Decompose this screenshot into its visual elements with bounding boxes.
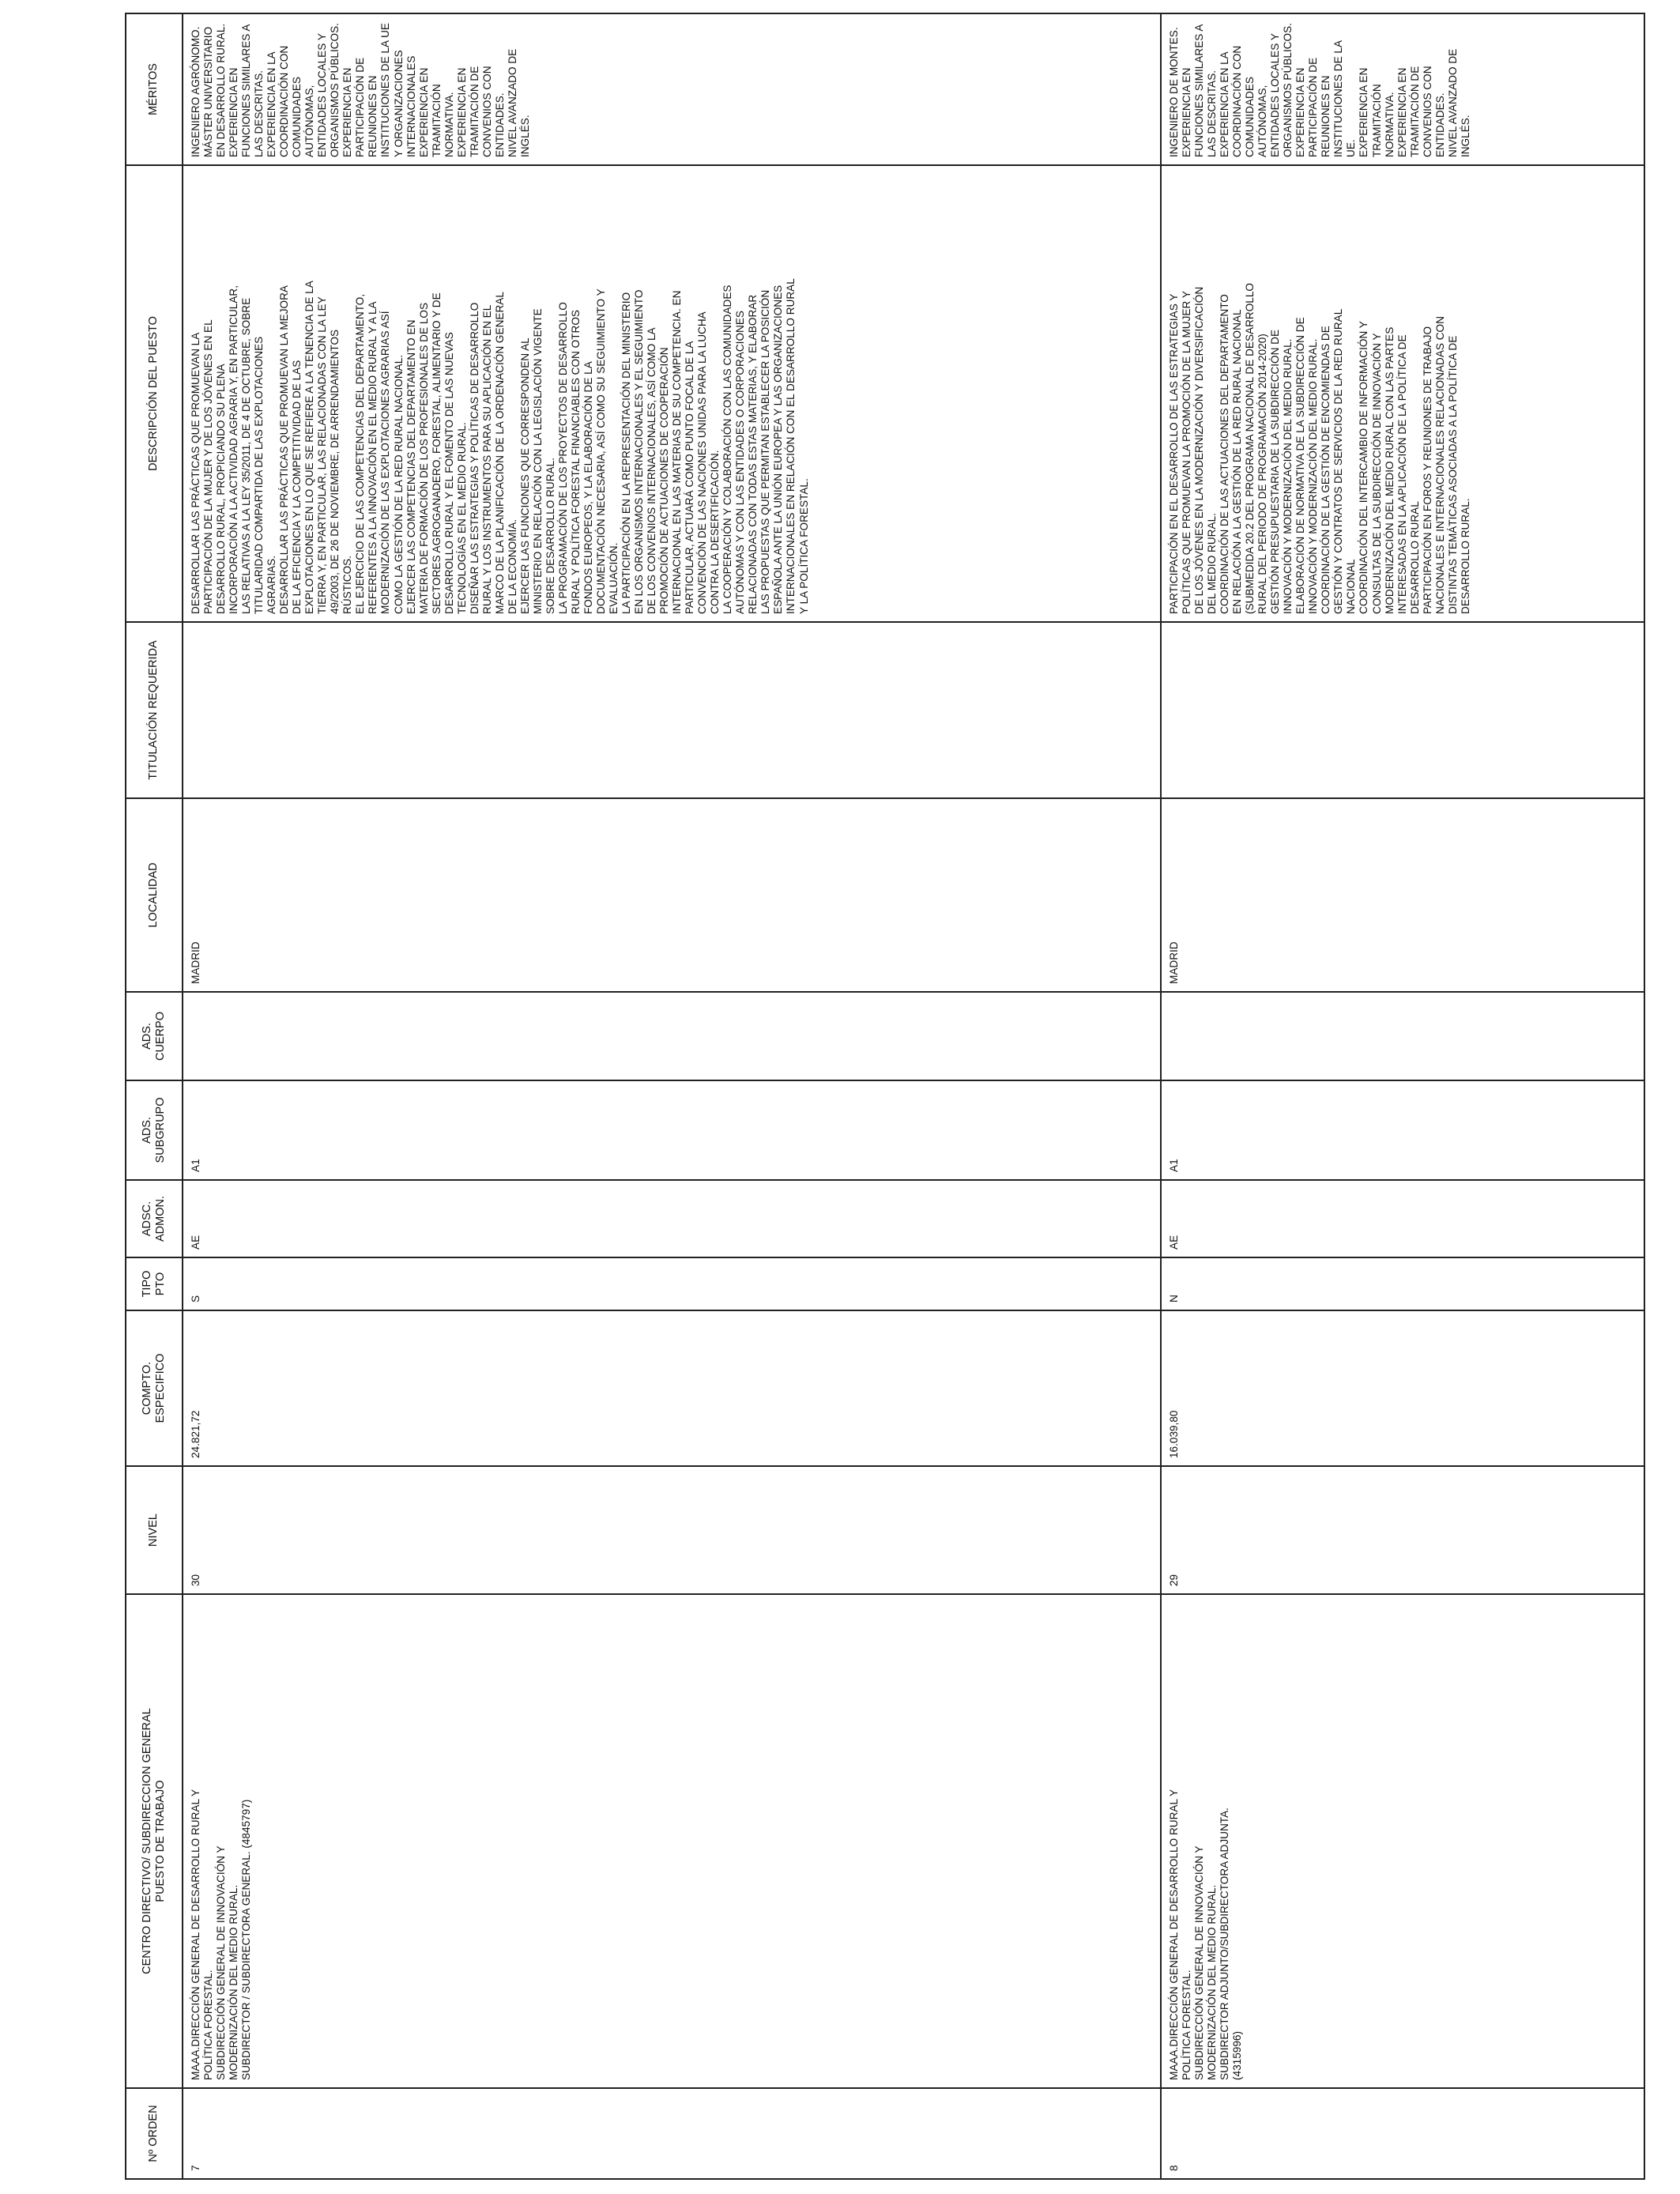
cell-subgrupo: A1: [183, 1080, 1161, 1180]
cell-tipo: S: [183, 1257, 1161, 1310]
header-nivel: NIVEL: [126, 1466, 183, 1594]
header-titulacion: TITULACIÓN REQUERIDA: [126, 622, 183, 798]
cell-tipo: N: [1161, 1257, 1644, 1310]
cell-meritos: INGENIERO AGRÓNOMO. MÁSTER UNIVERSITARIO EN DESARROLLO RURAL. EXPERIENCIA EN FUNCIONES SIMILARES A LAS DESCRITAS. EXPERIENCIA EN LA COORDINACIÓN CON COMUNIDADES AUTÓNOMAS, ENTIDADES LOCALES Y ORGANISMOS PÚBLICOS. EXPERIENCIA EN PARTICIPACIÓN DE REUNIONES EN INSTITUCIONES DE LA UE Y ORGANIZACIONES INTERNACIONALES EXPERIENCIA EN TRAMITACIÓN NORMATIVA. EXPERIENCIA EN TRAMITACIÓN DE CONVENIOS CON ENTIDADES. NIVEL AVANZADO DE INGLÉS.: [183, 13, 1161, 165]
cell-cuerpo: [1161, 992, 1644, 1080]
cell-localidad: MADRID: [1161, 798, 1644, 992]
header-adsc: ADSC. ADMON.: [126, 1180, 183, 1257]
cell-titulacion: [1161, 622, 1644, 798]
cell-centro: MAAA.DIRECCIÓN GENERAL DE DESARROLLO RURAL Y POLÍTICA FORESTAL. SUBDIRECCIÓN GENERAL DE INNOVACIÓN Y MODERNIZACIÓN DEL MEDIO RURAL. SUBDIRECTOR ADJUNTO/SUBDIRECTORA ADJUNTA. (4315996): [1161, 1594, 1644, 2088]
header-cuerpo: ADS. CUERPO: [126, 992, 183, 1080]
cell-adsc: AE: [1161, 1180, 1644, 1257]
cell-meritos: INGENIERO DE MONTES. EXPERIENCIA EN FUNCIONES SIMILARES A LAS DESCRITAS. EXPERIENCIA EN LA COORDINACIÓN CON COMUNIDADES AUTÓNOMAS, ENTIDADES LOCALES Y ORGANISMOS PÚBLICOS. EXPERIENCIA EN PARTICIPACIÓN DE REUNIONES EN INSTITUCIONES DE LA UE. EXPERIENCIA EN TRAMITACIÓN NORMATIVA. EXPERIENCIA EN TRAMITACIÓN DE CONVENIOS CON ENTIDADES. NIVEL AVANZADO DE INGLÉS.: [1161, 13, 1644, 165]
header-tipo: TIPO PTO: [126, 1257, 183, 1310]
header-meritos: MÉRITOS: [126, 13, 183, 165]
rotated-page: [125, 14, 1645, 2180]
table-row: [1161, 13, 1644, 2179]
cell-compto: 24.821,72: [183, 1310, 1161, 1466]
cell-compto: 16.039,80: [1161, 1310, 1644, 1466]
header-descripcion: DESCRIPCIÓN DEL PUESTO: [126, 165, 183, 622]
header-localidad: LOCALIDAD: [126, 798, 183, 992]
header-compto: COMPTO. ESPECIFICO: [126, 1310, 183, 1466]
header-centro: CENTRO DIRECTIVO/ SUBDIRECCION GENERAL PUESTO DE TRABAJO: [126, 1594, 183, 2088]
cell-norden: 7: [183, 2088, 1161, 2179]
cell-adsc: AE: [183, 1180, 1161, 1257]
table-row: [183, 13, 1161, 2179]
header-subgrupo: ADS. SUBGRUPO: [126, 1080, 183, 1180]
cell-subgrupo: A1: [1161, 1080, 1644, 1180]
header-row: [126, 13, 183, 2179]
cell-nivel: 30: [183, 1466, 1161, 1594]
cell-nivel: 29: [1161, 1466, 1644, 1594]
cell-localidad: MADRID: [183, 798, 1161, 992]
cell-descripcion: DESARROLLAR LAS PRÁCTICAS QUE PROMUEVAN LA PARTICIPACIÓN DE LA MUJER Y DE LOS JÓVENES EN EL DESARROLLO RURAL, PROPICIANDO SU PLENA INCORPORACIÓN A LA ACTIVIDAD AGRARIA Y, EN PARTICULAR, LAS RELATIVAS A LA LEY 35/2011, DE 4 DE OCTUBRE, SOBRE TITULARIDAD COMPARTIDA DE LAS EXPLOTACIONES AGRARIAS. DESARROLLAR LAS PRÁCTICAS QUE PROMUEVAN LA MEJORA DE LA EFICIENCIA Y LA COMPETITIVIDAD DE LAS EXPLOTACIONES EN LO QUE SE REFIERE A LA TENENCIA DE LA TIERRA Y, EN PARTICULAR, LAS RELACIONADAS CON LA LEY 49/2003, DE 26 DE NOVIEMBRE, DE ARRENDAMIENTOS RÚSTICOS. EL EJERCICIO DE LAS COMPETENCIAS DEL DEPARTAMENTO, REFERENTES A LA INNOVACIÓN EN EL MEDIO RURAL Y A LA MODERNIZACIÓN DE LAS EXPLOTACIONES AGRARIAS ASÍ COMO LA GESTIÓN DE LA RED RURAL NACIONAL. EJERCER LAS COMPETENCIAS DEL DEPARTAMENTO EN MATERIA DE FORMACIÓN DE LOS PROFESIONALES DE LOS SECTORES AGROGANADERO, FORESTAL, ALIMENTARIO Y DE DESARROLLO RURAL Y EL FOMENTO DE LAS NUEVAS TECNOLOGÍAS EN EL MEDIO RURAL. DISEÑAR LAS ESTRATEGIAS Y POLÍTICAS DE DESARROLLO RURAL Y LOS INSTRUMENTOS PARA SU APLICACIÓN EN EL MARCO DE LA PLANIFICACIÓN DE LA ORDENACIÓN GENERAL DE LA ECONOMÍA. EJERCER LAS FUNCIONES QUE CORRESPONDEN AL MINISTERIO EN RELACIÓN CON LA LEGISLACIÓN VIGENTE SOBRE DESARROLLO RURAL. LA PROGRAMACIÓN DE LOS PROYECTOS DE DESARROLLO RURAL Y POLÍTICA FORESTAL FINANCIABLES CON OTROS FONDOS EUROPEOS, Y LA ELABORACIÓN DE LA DOCUMENTACIÓN NECESARIA, ASÍ COMO SU SEGUIMIENTO Y EVALUACIÓN. LA PARTICIPACIÓN EN LA REPRESENTACIÓN DEL MINISTERIO EN LOS ORGANISMOS INTERNACIONALES Y EL SEGUIMIENTO DE LOS CONVENIOS INTERNACIONALES, ASÍ COMO LA PROMOCIÓN DE ACTUACIONES DE COOPERACIÓN INTERNACIONAL EN LAS MATERIAS DE SU COMPETENCIA. EN PARTICULAR, ACTUARÁ COMO PUNTO FOCAL DE LA CONVENCIÓN DE LAS NACIONES UNIDAS PARA LA LUCHA CONTRA LA DESERTIFICACIÓN. LA COOPERACIÓN Y COLABORACIÓN CON LAS COMUNIDADES AUTÓNOMAS Y CON LAS ENTIDADES O CORPORACIONES RELACIONADAS CON TODAS ESTAS MATERIAS, Y ELABORAR LAS PROPUESTAS QUE PERMITAN ESTABLECER LA POSICIÓN ESPAÑOLA ANTE LA UNIÓN EUROPEA Y LAS ORGANIZACIONES INTERNACIONALES EN RELACIÓN CON EL DESARROLLO RURAL Y LA POLÍTICA FORESTAL.: [183, 165, 1161, 622]
cell-centro: MAAA.DIRECCIÓN GENERAL DE DESARROLLO RURAL Y POLÍTICA FORESTAL. SUBDIRECCIÓN GENERAL DE INNOVACIÓN Y MODERNIZACIÓN DEL MEDIO RURAL. SUBDIRECTOR / SUBDIRECTORA GENERAL. (4845797): [183, 1594, 1161, 2088]
job-positions-table: [125, 13, 1645, 2180]
cell-norden: 8: [1161, 2088, 1644, 2179]
cell-descripcion: PARTICIPACIÓN EN EL DESARROLLO DE LAS ESTRATEGIAS Y POLÍTICAS QUE PROMUEVAN LA PROMOCIÓN DE LA MUJER Y DE LOS JÓVENES EN LA MODERNIZACIÓN Y DIVERSIFICACIÓN DEL MEDIO RURAL. COORDINACIÓN DE LAS ACTUACIONES DEL DEPARTAMENTO EN RELACIÓN A LA GESTIÓN DE LA RED RURAL NACIONAL (SUBMEDIDA 20.2 DEL PROGRAMA NACIONAL DE DESARROLLO RURAL DEL PERIODO DE PROGRAMACIÓN 2014-2020) GESTIÓN PRESUPUESTARIA DE LA SUBDIRECCIÓN DE INNOVACIÓN Y MODERNIZACIÓN DEL MEDIO RURAL. ELABORACIÓN DE NORMATIVA DE LA SUBDIRECCIÓN DE INNOVACIÓN Y MODERNIZACIÓN DEL MEDIO RURAL. COORDINACIÓN DE LA GESTIÓN DE ENCOMIENDAS DE GESTIÓN Y CONTRATOS DE SERVICIOS DE LA RED RURAL NACIONAL COORDINACIÓN DEL INTERCAMBIO DE INFORMACIÓN Y CONSULTAS DE LA SUBDIRECCIÓN DE INNOVACIÓN Y MODERNIZACIÓN DEL MEDIO RURAL CON LAS PARTES INTERESADAS EN LA APLICACIÓN DE LA POLÍTICA DE DESARROLLO RURAL PARTICIPACIÓN EN FOROS Y REUNIONES DE TRABAJO NACIONALES E INTERNACIONALES RELACIONADAS CON DISTINTAS TEMÁTICAS ASOCIADAS A LA POLÍTICA DE DESARROLLO RURAL.: [1161, 165, 1644, 622]
header-norden: Nº ORDEN: [126, 2088, 183, 2179]
cell-cuerpo: [183, 992, 1161, 1080]
cell-titulacion: [183, 622, 1161, 798]
